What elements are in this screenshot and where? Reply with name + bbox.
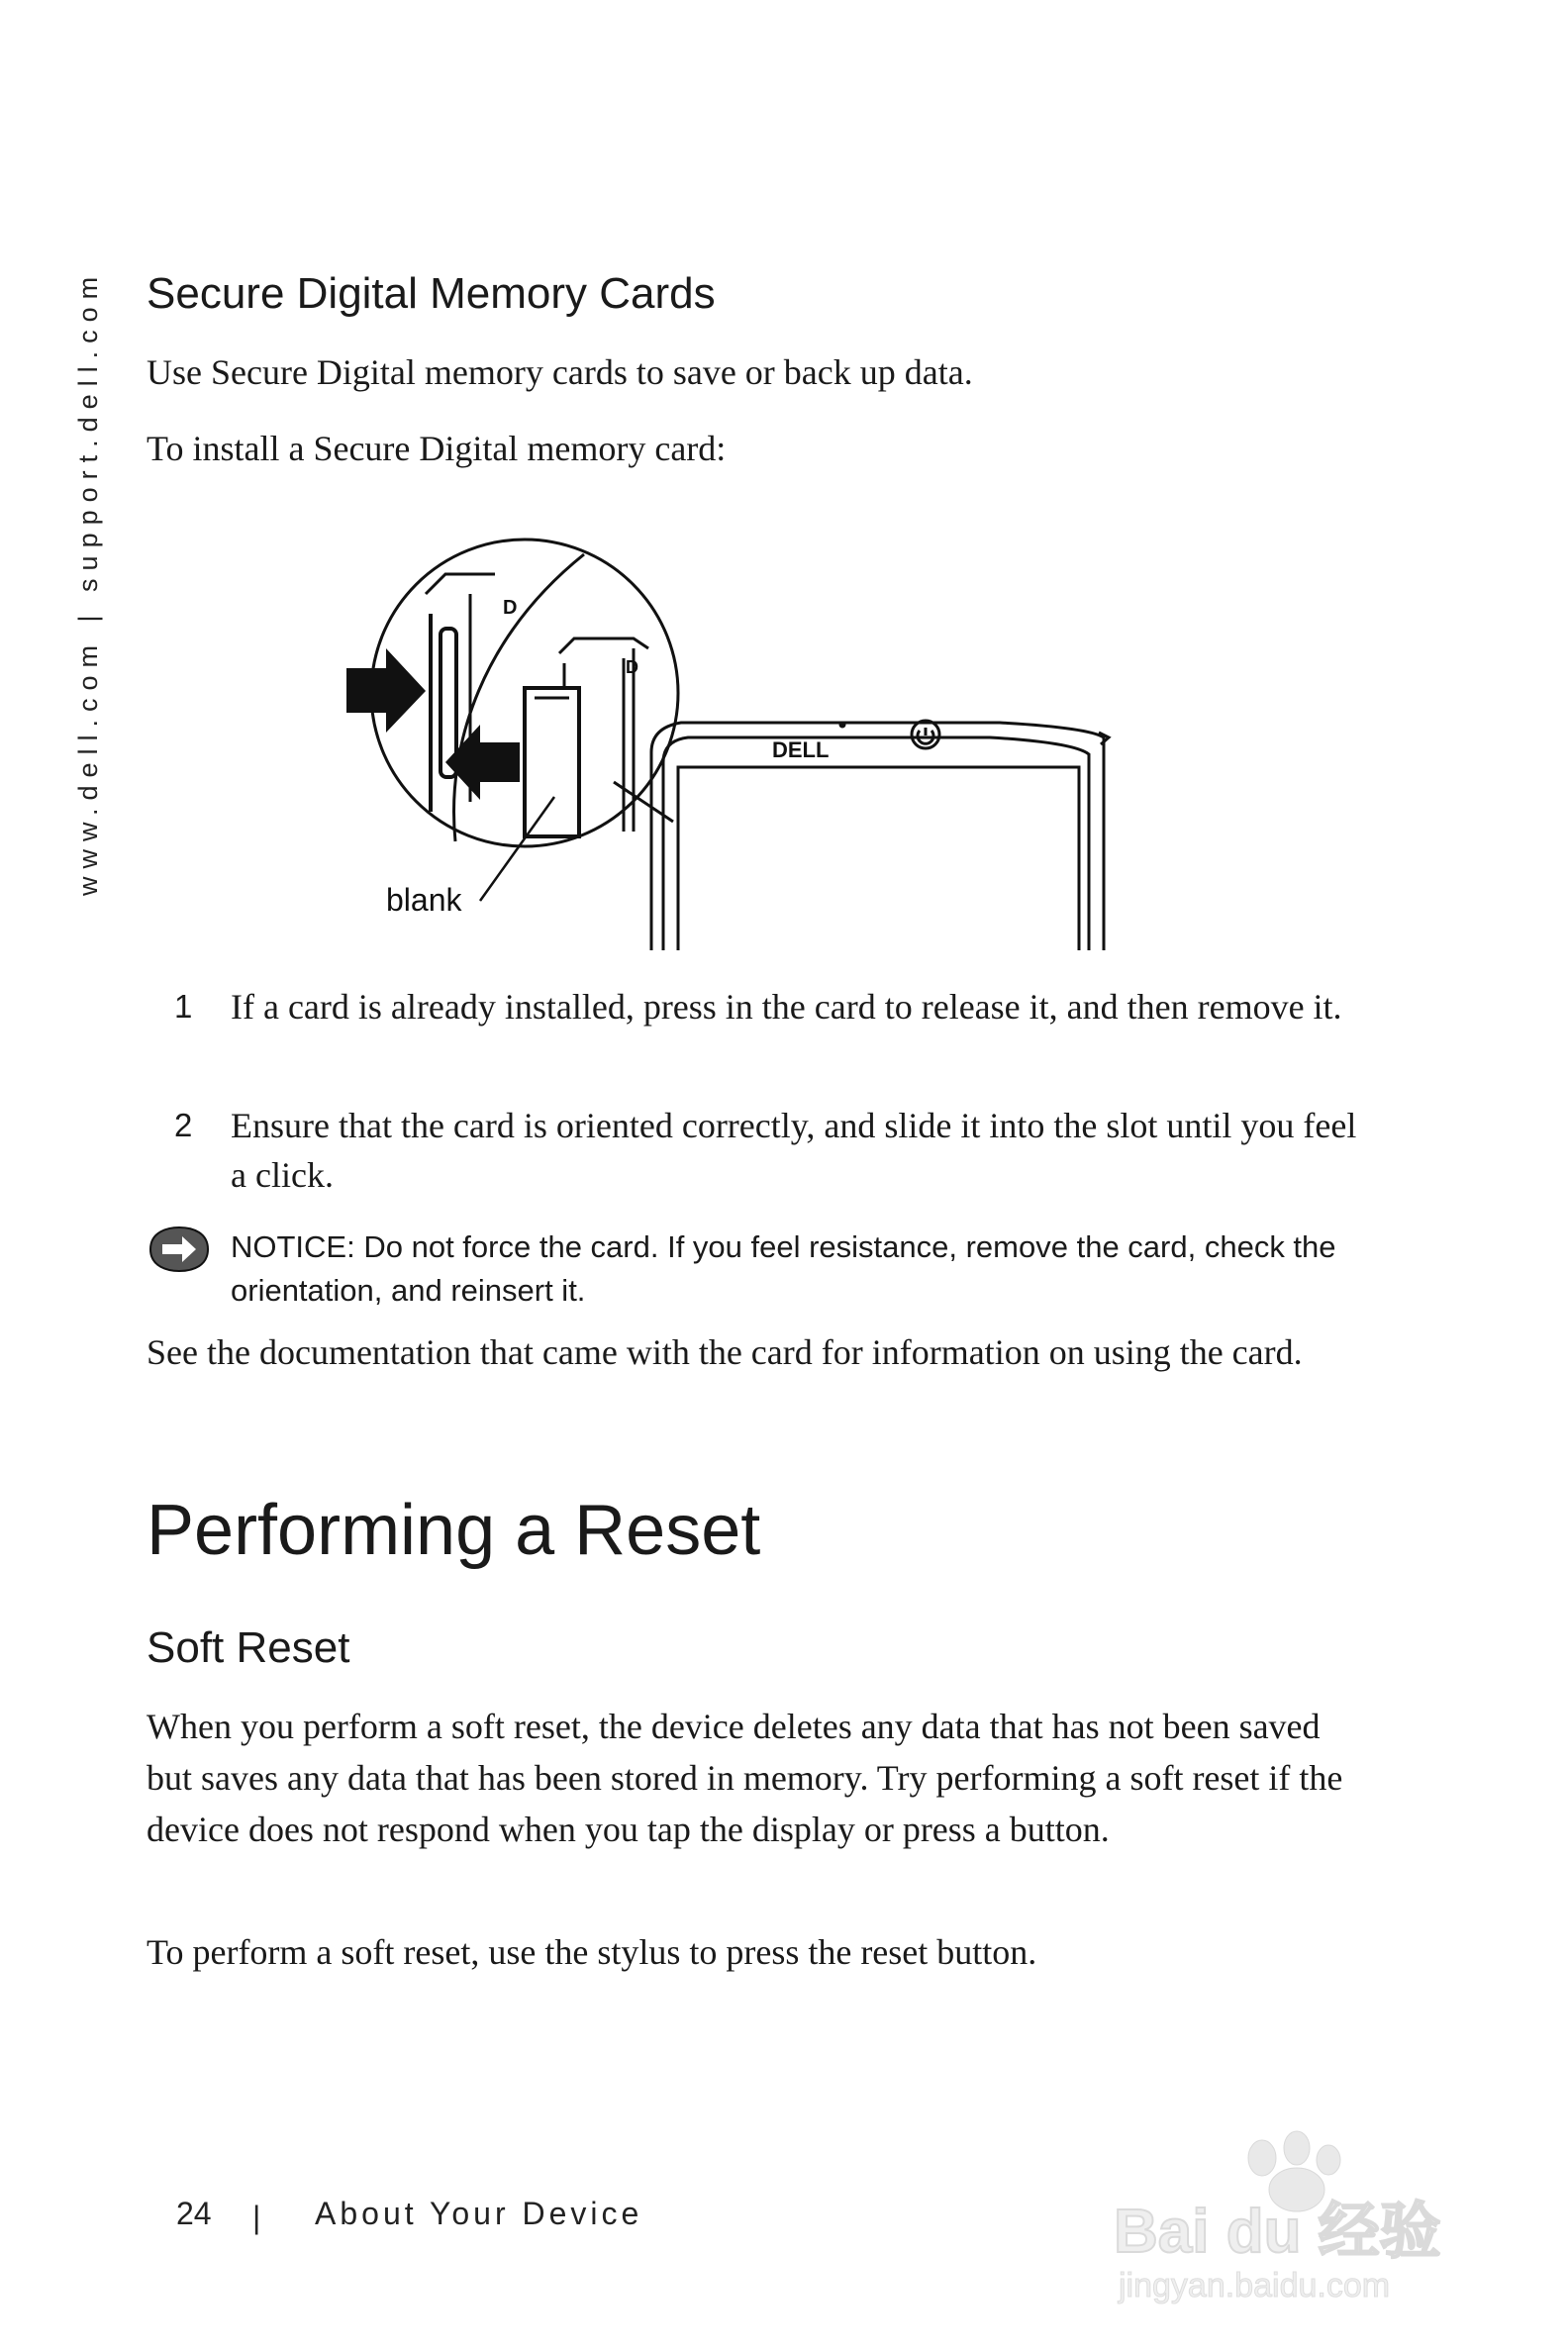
section-heading-soft-reset: Soft Reset — [147, 1623, 350, 1672]
intro-paragraph: Use Secure Digital memory cards to save or back up data. — [147, 352, 973, 392]
notice-label: NOTICE: — [231, 1229, 355, 1264]
device-body — [651, 723, 1104, 950]
svg-text:D: D — [503, 597, 518, 619]
section-heading-secure-digital: Secure Digital Memory Cards — [147, 269, 716, 318]
dell-logo: DELL — [772, 737, 830, 762]
svg-text:D: D — [626, 657, 638, 677]
notice-icon — [148, 1225, 210, 1273]
step-number: 1 — [174, 988, 193, 1025]
footer-chapter: About Your Device — [315, 2196, 643, 2231]
footer-page-number: 24 — [176, 2196, 212, 2231]
soft-reset-instruction: To perform a soft reset, use the stylus to press the reset button. — [147, 1932, 1037, 1972]
footer-separator: | — [252, 2200, 261, 2235]
documentation-paragraph: See the documentation that came with the card for information on using the card. — [147, 1332, 1303, 1372]
sd-card — [525, 688, 579, 836]
step-text: If a card is already installed, press in the card to release it, and then remove it. — [231, 987, 1342, 1027]
baidu-watermark — [1099, 2128, 1495, 2306]
callout-label: blank — [386, 882, 462, 918]
page-title-performing-reset: Performing a Reset — [147, 1491, 761, 1570]
step-number: 2 — [174, 1107, 193, 1143]
soft-reset-paragraph: When you perform a soft reset, the device deletes any data that has not been saved but saves any data that has been stored in memory. Try performing a soft reset if the device does not respond when you tap the display or press a button. — [147, 1707, 1343, 1849]
device-screen — [678, 767, 1079, 950]
sidebar-url: www.dell.com | support.dell.com — [73, 268, 103, 896]
watermark-brand: Bai du 经验 — [1114, 2198, 1441, 2266]
install-lead-paragraph: To install a Secure Digital memory card: — [147, 429, 727, 468]
step-text: Ensure that the card is oriented correctly, and slide it into the slot until you feel a click. — [231, 1106, 1357, 1195]
watermark-url: jingyan.baidu.com — [1119, 2267, 1391, 2304]
sd-card-install-figure — [337, 535, 1178, 950]
notice-text: Do not force the card. If you feel resistance, remove the card, check the orientation, and reinsert it. — [231, 1229, 1336, 1308]
